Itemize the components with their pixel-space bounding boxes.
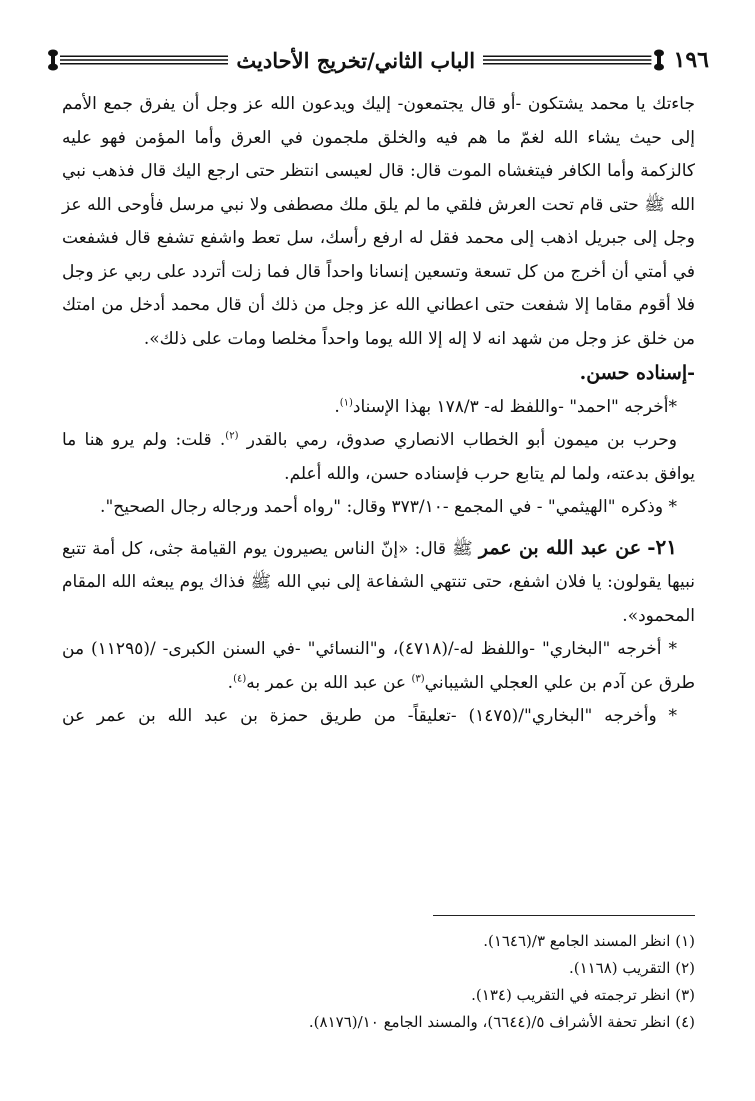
footnote-2: (٢) التقريب (١١٦٨). <box>568 959 695 977</box>
haythami-note: * وذكره "الهيثمي" - في المجمع -٣٧٣/١٠ وقال: "رواه أحمد ورجاله رجال الصحيح". <box>100 497 677 517</box>
page-body <box>62 88 695 734</box>
footnotes <box>200 928 695 1036</box>
header-rule-right <box>483 55 651 65</box>
footnote-3: (٣) انظر ترجمته في التقريب (١٣٤). <box>471 986 695 1004</box>
isnad-grade: -إسناده حسن. <box>579 362 695 384</box>
takhrij-bukhari-2: * وأخرجه "البخاري"/(١٤٧٥) -تعليقاً- من طريق حمزة بن عبد الله بن عمر عن <box>62 706 678 726</box>
takhrij-bukhari-b: عن عبد الله بن عمر به <box>246 672 412 693</box>
header-rule-left <box>60 55 228 65</box>
footnote-ref-4[interactable]: (٤) <box>233 672 247 684</box>
running-title: الباب الثاني/تخريج الأحاديث <box>236 47 476 73</box>
hadith-21 <box>62 531 695 634</box>
narrator-note <box>62 424 695 491</box>
takhrij-bukhari-end: . <box>227 672 234 693</box>
takhrij-bukhari <box>62 633 695 700</box>
narrator-note-b: . قلت: ولم يرو هنا ما يوافق بدعته، ولما لم يتابع حرب فإسناده حسن، والله أعلم. <box>62 430 695 484</box>
footnote-4: (٤) انظر تحفة الأشراف ٥/(٦٦٤٤)، والمسند الجامع ١٠/(٨١٧٦). <box>308 1013 695 1031</box>
ornament-left-icon <box>46 49 60 71</box>
hadith-narrator: عن عبد الله بن عمر <box>478 536 642 559</box>
narrator-note-a: وحرب بن ميمون أبو الخطاب الانصاري صدوق، رمي بالقدر <box>238 430 677 450</box>
hadith-text: قال: «إنّ الناس يصيرون يوم القيامة جثى، كل أمة تتبع نبيها يقولون: يا فلان اشفع، حتى تنتهي الشفاعة إلى نبي الله ﷺ فذاك يوم يبعثه الله المقام المحمود». <box>62 538 695 626</box>
takhrij-bukhari-a: * أخرجه "البخاري" -واللفظ له-/(٤٧١٨)، و"النسائي" -في السنن الكبرى- /(١١٢٩٥) من طرق عن آدم بن علي العجلي الشيباني <box>62 639 695 693</box>
takhrij-ahmad <box>62 391 695 425</box>
page-number: ١٩٦ <box>673 47 709 73</box>
footnote-ref-3[interactable]: (٣) <box>411 672 425 684</box>
footnote-ref-2[interactable]: (٢) <box>225 430 239 442</box>
ornament-right-icon <box>652 49 666 71</box>
footnote-ref-1[interactable]: (١) <box>339 396 353 408</box>
takhrij-ahmad-end: . <box>334 396 340 417</box>
hadith-number: ٢١- <box>647 534 678 559</box>
takhrij-ahmad-text: *أخرجه "احمد" -واللفظ له- ١٧٨/٣ بهذا الإسناد <box>352 396 677 417</box>
hadith-continuation: جاءتك يا محمد يشتكون -أو قال يجتمعون- إليك ويدعون الله عز وجل أن يفرق جمع الأمم إلى حيث يشاء الله لغمّ ما هم فيه والخلق ملجمون في العرق وأما المؤمن فهو عليه كالزكمة وأما الكافر فيتغشاه الموت قال: قال لعيسى انتظر حتى ارجع اليك قال فذهب نبي الله ﷺ حتى قام تحت العرش فلقي ما لم يلق ملك مصطفى ولا نبي مرسل فأوحى الله عز وجل إلى جبريل اذهب إلى محمد فقل له ارفع رأسك، سل تعط واشفع تشفع قال فشفعت في أمتي أن أخرج من كل تسعة وتسعين إنسانا واحداً قال فما زلت أتردد على ربي عز وجل فلا أقوم مقاما إلا شفعت حتى اعطاني الله عز وجل من ذلك أن قال محمد أدخل من امتك من خلق عز وجل من شهد انه لا إله إلا الله يوما واحداً مخلصا ومات على ذلك». <box>62 94 695 349</box>
honorific: ﷺ <box>446 538 479 559</box>
footnote-1: (١) انظر المسند الجامع ٣/(١٦٤٦). <box>483 932 695 950</box>
page-header <box>46 38 709 82</box>
footnote-separator <box>433 915 695 916</box>
